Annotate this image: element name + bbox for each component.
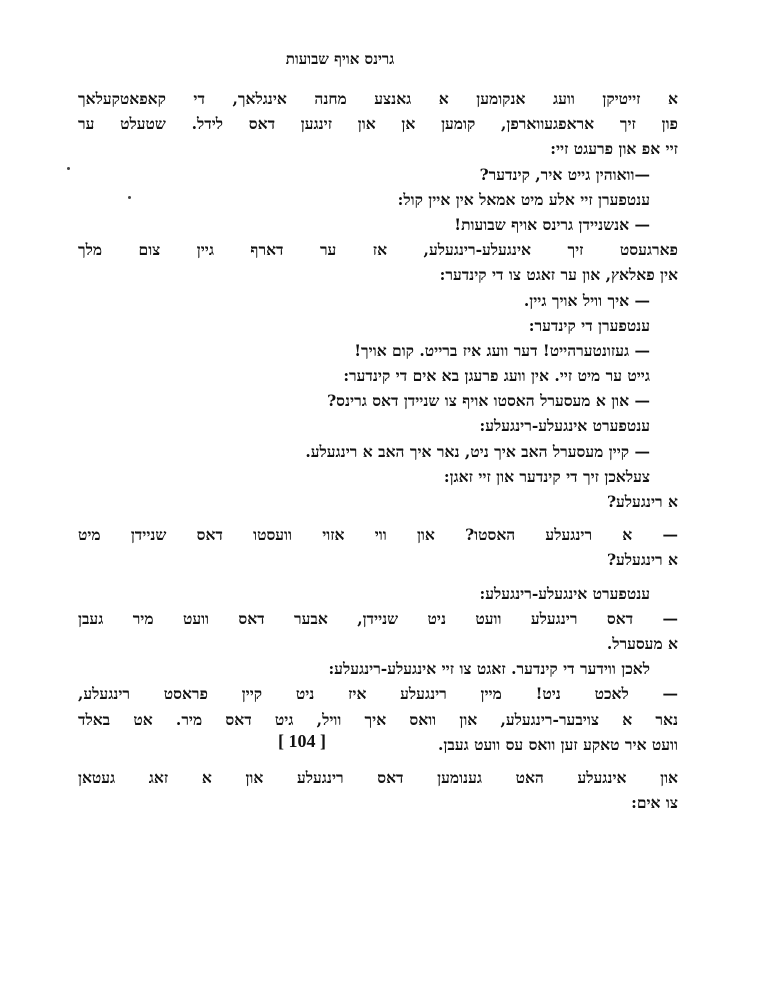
page-number: [ 104 ] — [278, 731, 326, 751]
text-line: א זייטיקן וועג אנקומען א גאנצע מחנה אינגלאך, די קאפאטקעלאך — [78, 89, 678, 108]
text-line: — א רינגעלע האסטו? און ווי אזוי וועסטו דאס שניידן מיט — [78, 525, 678, 545]
text-line: ענטפערן די קינדער: — [528, 315, 650, 335]
text-line: צעלאכן זיך די קינדער און זיי זאגן: — [443, 466, 650, 486]
text-line: וועט איר טאקע זען וואס עס וועט געבן. — [438, 734, 678, 754]
text-line: — און א מעסערל האסטו אויף צו שניידן דאס גרינס? — [327, 391, 650, 411]
text-line: —וואוהין גייט איר, קינדער? — [479, 164, 650, 184]
text-line: פון זיך אראפגעווארפן, קומען אן און זינגען דאס לידל. שטעלט ער — [78, 114, 678, 134]
text-line: זיי אפ און פרעגט זיי: — [550, 139, 678, 159]
body-text — [78, 86, 678, 815]
text-line: — אנשניידן גרינס אויף שבועות! — [454, 214, 650, 234]
scan-speck — [67, 167, 70, 170]
text-line: ענטפערט אינגעלע-רינגעלע: — [479, 416, 650, 436]
text-line: ענטפערט אינגעלע-רינגעלע: — [479, 583, 650, 603]
text-line: נאר א צויבער-רינגעלע, און וואס איך וויל, גיט דאס מיר. אט באלד — [78, 709, 678, 729]
text-line: — געזונטערהייט! דער וועג איז ברייט. קום אויך! — [354, 340, 650, 360]
text-line: — איך וויל אויך גיין. — [523, 290, 650, 310]
text-line: צו אים: — [631, 793, 678, 813]
text-line: לאכן ווידער די קינדער. זאגט צו זיי אינגעלע-רינגעלע: — [328, 659, 650, 679]
text-line: פארגעסט זיך אינגעלע-רינגעלע, אז ער דארף גיין צום מלך — [78, 240, 678, 260]
text-line: — דאס רינגעלע וועט ניט שניידן, אבער דאס וועט מיר געבן — [78, 608, 678, 628]
text-line: גייט ער מיט זיי. אין וועג פרעגן בא אים די קינדער: — [343, 366, 650, 386]
text-line: אין פאלאץ, און ער זאגט צו די קינדער: — [439, 265, 678, 285]
text-line: א מעסערל. — [606, 633, 678, 653]
text-line: — קיין מעסערל האב איך ניט, נאר איך האב א רינגעלע. — [305, 441, 650, 461]
running-head: גרינס אויף שבועות — [285, 50, 395, 68]
scan-speck — [128, 196, 131, 199]
text-line: ענטפערן זיי אלע מיט אמאל אין איין קול: — [397, 189, 650, 209]
text-line: און אינגעלע האט גענומען דאס רינגעלע און א זאג געטאן — [78, 767, 678, 787]
text-line: א רינגעלע? — [606, 492, 678, 511]
text-line: — לאכט ניט! מיין רינגעלע איז ניט קיין פראסט רינגעלע, — [78, 684, 678, 704]
text-line: א רינגעלע? — [606, 550, 678, 570]
